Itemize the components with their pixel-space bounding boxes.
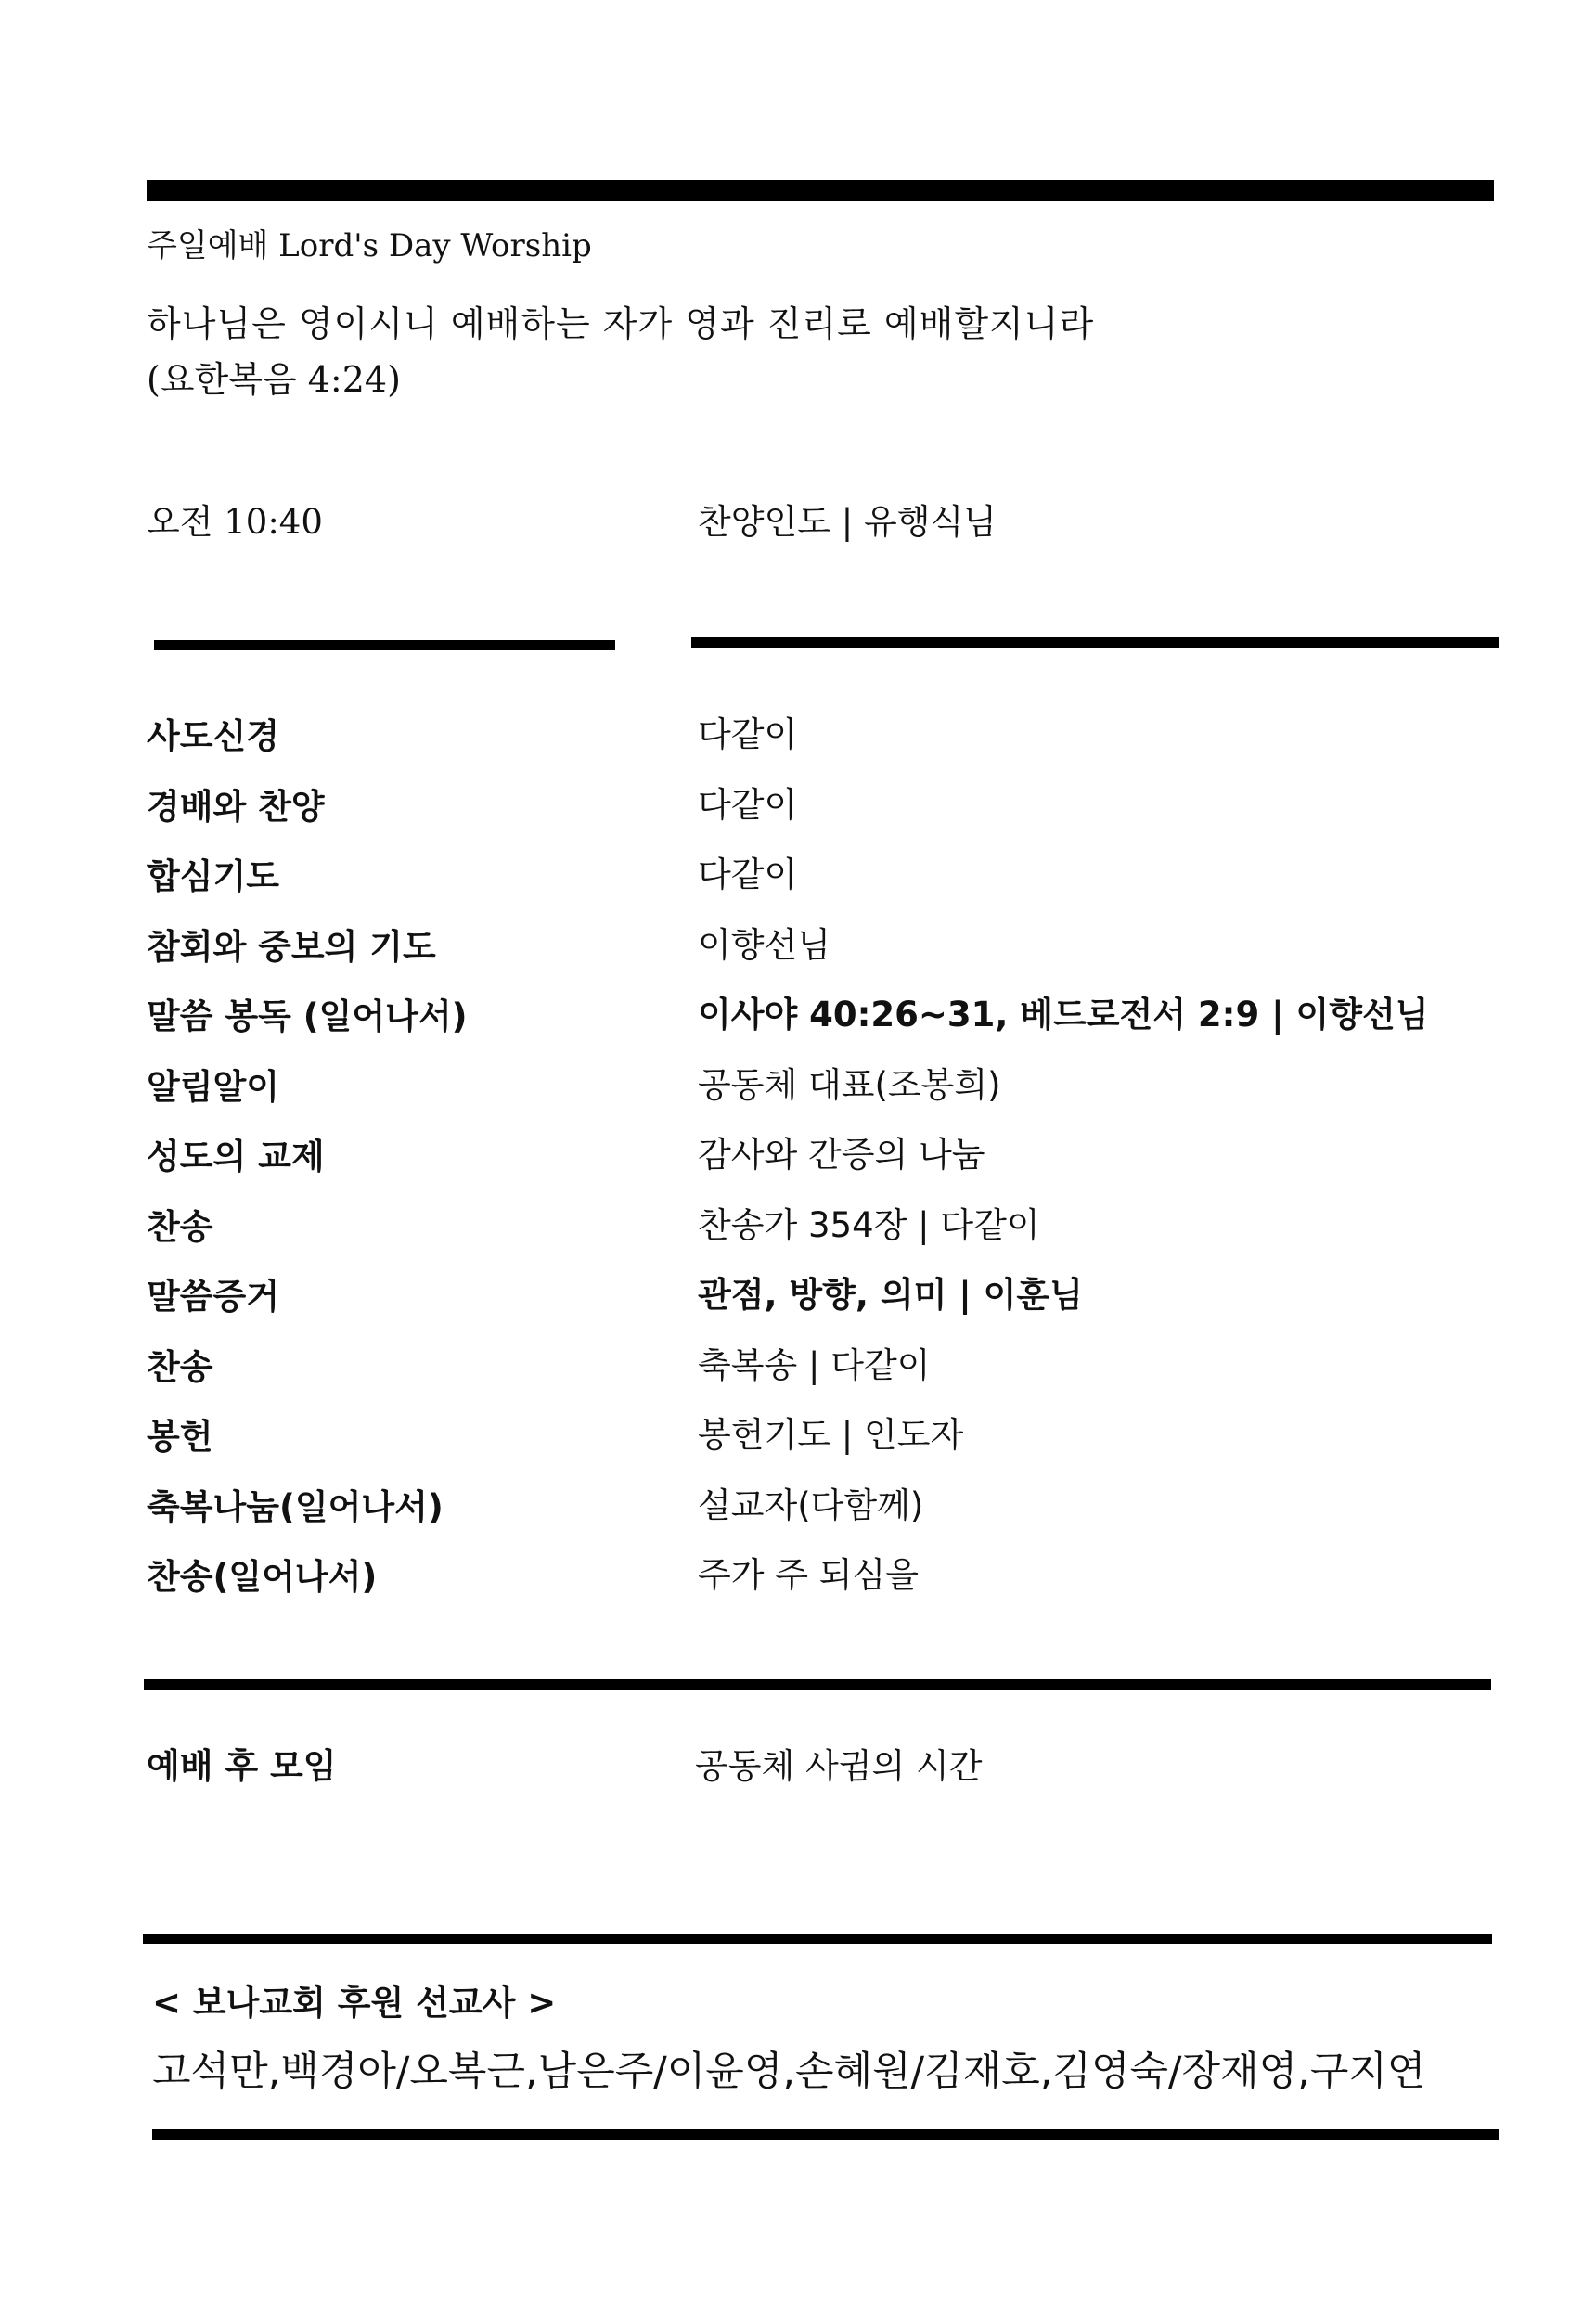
top-divider [147,180,1494,201]
order-item-detail: 감사와 간증의 나눔 [698,1135,985,1175]
order-item-label: 말씀 봉독 (일어나서) [147,996,468,1036]
left-section-divider [154,640,615,650]
order-end-divider [144,1679,1491,1690]
order-item-label: 경배와 찬양 [147,786,325,827]
order-item-detail: 찬송가 354장 | 다같이 [698,1204,1040,1245]
order-of-service [0,716,1596,1627]
order-item-detail: 다같이 [698,855,798,894]
order-item [0,856,1596,927]
order-item-label: 알림알이 [147,1066,279,1107]
order-item-label: 찬송 [147,1346,213,1387]
order-item [0,1344,1596,1418]
order-item-detail: 이향선님 [698,924,830,965]
order-item [0,1064,1596,1138]
order-item-detail: 설교자(다함께) [698,1485,924,1525]
worship-leader: 찬양인도 | 유행식님 [698,502,997,542]
order-item-label: 축복나눔(일어나서) [147,1486,444,1527]
missionary-bottom-divider [152,2129,1499,2140]
order-item-detail: 다같이 [698,714,798,754]
order-item-detail: 관점, 방향, 의미 | 이훈님 [698,1275,1083,1315]
order-item [0,1137,1596,1207]
order-item-label: 사도신경 [147,716,279,756]
order-item [0,996,1596,1067]
order-item-detail: 이사야 40:26~31, 베드로전서 2:9 | 이향선님 [698,995,1429,1035]
order-item [0,784,1596,857]
order-item-detail: 공동체 대표(조봉희) [698,1064,1001,1105]
order-item-label: 봉헌 [147,1417,213,1457]
scripture-verse: 하나님은 영이시니 예배하는 자가 영과 진리로 예배할지니라 [147,303,1095,344]
order-item-detail: 축복송 | 다같이 [698,1344,931,1385]
order-item-detail: 주가 주 되심을 [698,1555,919,1595]
order-item-label: 말씀증거 [147,1277,279,1317]
order-item-detail: 봉헌기도 | 인도자 [698,1415,964,1455]
order-item-label: 찬송(일어나서) [147,1557,378,1597]
after-service-label: 예배 후 모임 [147,1746,337,1786]
order-item-label: 성도의 교제 [147,1137,325,1176]
order-item [0,1417,1596,1487]
order-item-label: 참회와 중보의 기도 [147,926,436,967]
order-item [0,716,1596,787]
missionary-heading: < 보나교회 후원 선교사 > [152,1983,557,2023]
order-item [0,1277,1596,1347]
order-item-label: 찬송 [147,1206,213,1247]
order-item-detail: 다같이 [698,784,798,825]
order-item [0,1557,1596,1627]
after-service-detail: 공동체 사귐의 시간 [695,1746,983,1786]
order-item [0,1487,1596,1558]
scripture-reference: (요한복음 4:24) [147,359,401,400]
order-item [0,1204,1596,1278]
right-section-divider [691,637,1499,648]
worship-title: 주일예배 Lord's Day Worship [147,227,592,264]
order-item [0,924,1596,997]
service-time: 오전 10:40 [147,502,323,542]
missionary-names: 고석만,백경아/오복근,남은주/이윤영,손혜원/김재호,김영숙/장재영,구지연 [152,2049,1426,2095]
order-item-label: 합심기도 [147,856,279,896]
missionary-top-divider [143,1934,1492,1944]
